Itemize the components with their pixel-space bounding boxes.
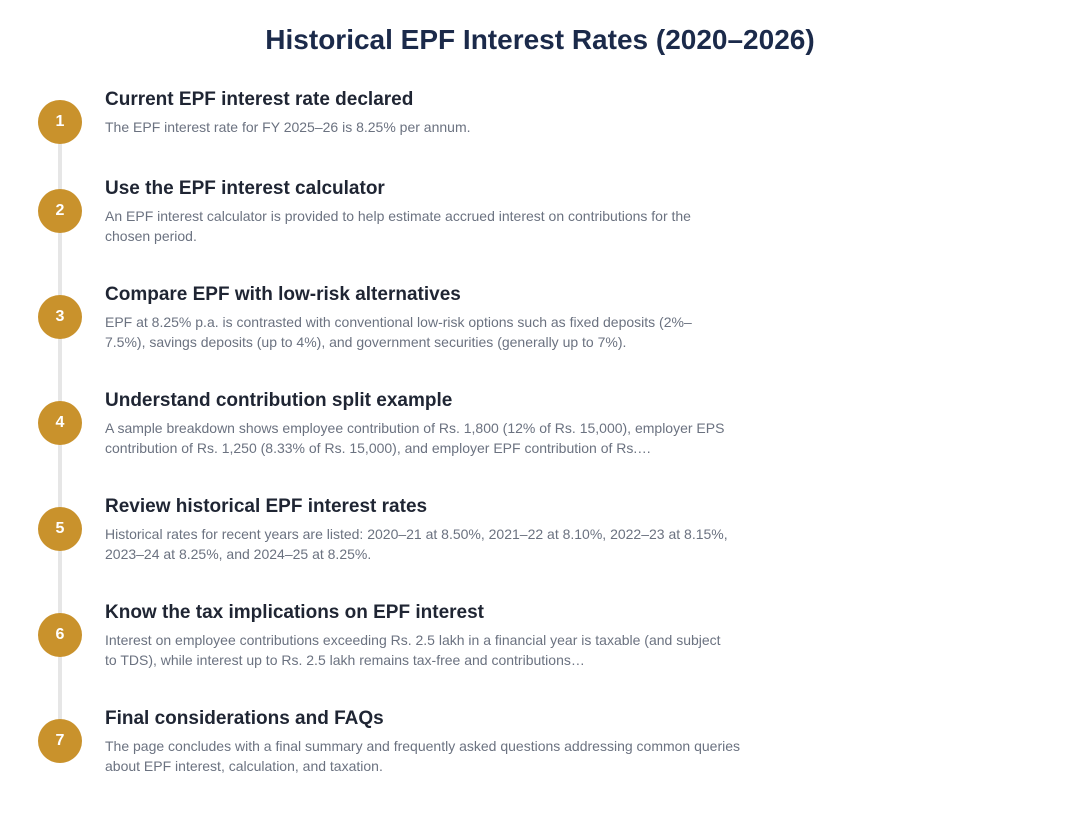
step-number-badge: 1 (38, 100, 82, 144)
step-description: Historical rates for recent years are listed: 2020–21 at 8.50%, 2021–22 at 8.10%, 2022–23 at 8.15%, 2023–24 at 8.25%, and 2024–25 at 8.25%. (105, 526, 728, 562)
step-description: EPF at 8.25% p.a. is contrasted with conventional low-risk options such as fixed deposits (2%–7.5%), savings deposits (up to 4%), and government securities (generally up to 7%). (105, 314, 692, 350)
step-number-badge: 3 (38, 295, 82, 339)
step-description: An EPF interest calculator is provided to help estimate accrued interest on contributions for the chosen period. (105, 208, 691, 244)
step-title: Final considerations and FAQs (105, 708, 384, 729)
step-title: Compare EPF with low-risk alternatives (105, 284, 461, 305)
step-number-badge: 4 (38, 401, 82, 445)
step-title: Review historical EPF interest rates (105, 496, 428, 517)
step-title: Know the tax implications on EPF interest (105, 602, 484, 623)
page-title: Historical EPF Interest Rates (2020–2026) (265, 24, 815, 55)
step-title: Understand contribution split example (105, 390, 453, 411)
step-number-badge: 7 (38, 719, 82, 763)
step-title: Current EPF interest rate declared (105, 89, 414, 110)
step-number-badge: 6 (38, 613, 82, 657)
step-description: The page concludes with a final summary and frequently asked questions addressing common queries about EPF interest, calculation, and taxation. (105, 738, 741, 774)
step-description: The EPF interest rate for FY 2025–26 is 8.25% per annum. (105, 119, 471, 135)
step-number-badge: 2 (38, 189, 82, 233)
step-title: Use the EPF interest calculator (105, 178, 385, 199)
step-number-badge: 5 (38, 507, 82, 551)
step-description: A sample breakdown shows employee contribution of Rs. 1,800 (12% of Rs. 15,000), employer EPS contribution of Rs. 1,250 (8.33% of Rs. 15,000), and employer EPF contribution of Rs.… (105, 420, 725, 456)
step-description: Interest on employee contributions exceeding Rs. 2.5 lakh in a financial year is taxable (and subject to TDS), while interest up to Rs. 2.5 lakh remains tax-free and contributions… (105, 632, 721, 668)
